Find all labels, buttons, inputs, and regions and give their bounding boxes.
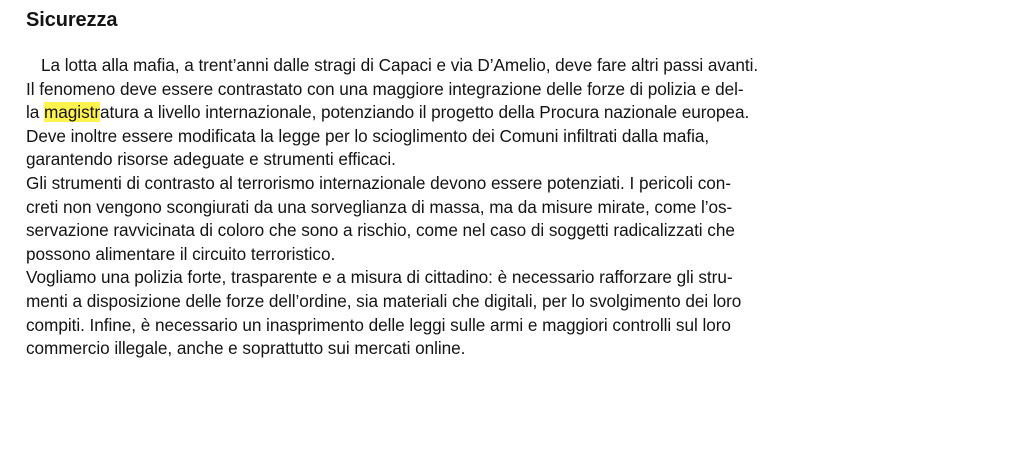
text-line: servazione ravvicinata di coloro che sono a rischio, come nel caso di soggetti radicalizzati che xyxy=(26,220,735,241)
text-line: Gli strumenti di contrasto al terrorismo internazionale devono essere potenziati. I pericoli con- xyxy=(26,172,731,193)
body-text xyxy=(26,54,946,361)
text-line: garantendo risorse adeguate e strumenti efficaci. xyxy=(26,149,396,170)
document xyxy=(26,8,946,361)
text-line: Vogliamo una polizia forte, trasparente e a misura di cittadino: è necessario rafforzare gli stru- xyxy=(26,267,733,288)
section-title: Sicurezza xyxy=(26,9,118,31)
text-line: compiti. Infine, è necessario un inasprimento delle leggi sulle armi e maggiori controlli sul loro xyxy=(26,314,731,335)
text-line: commercio illegale, anche e soprattutto sui mercati online. xyxy=(26,338,466,359)
text-segment: atura a livello internazionale, potenziando il progetto della Procura nazionale europea. xyxy=(100,102,750,123)
text-line-highlighted xyxy=(26,101,946,125)
highlighted-word: magistr xyxy=(44,102,101,123)
text-line: menti a disposizione delle forze dell’ordine, sia materiali che digitali, per lo svolgimento dei loro xyxy=(26,290,742,311)
text-line: Il fenomeno deve essere contrastato con una maggiore integrazione delle forze di polizia e del- xyxy=(26,78,744,99)
text-line: possono alimentare il circuito terroristico. xyxy=(26,243,336,264)
text-segment: la xyxy=(26,102,45,123)
text-line: creti non vengono scongiurati da una sorveglianza di massa, ma da misure mirate, come l’os- xyxy=(26,196,733,217)
text-line: La lotta alla mafia, a trent’anni dalle stragi di Capaci e via D’Amelio, deve fare altri passi avanti. xyxy=(41,55,759,75)
text-line: Deve inoltre essere modificata la legge per lo scioglimento dei Comuni infiltrati dalla mafia, xyxy=(26,125,710,146)
